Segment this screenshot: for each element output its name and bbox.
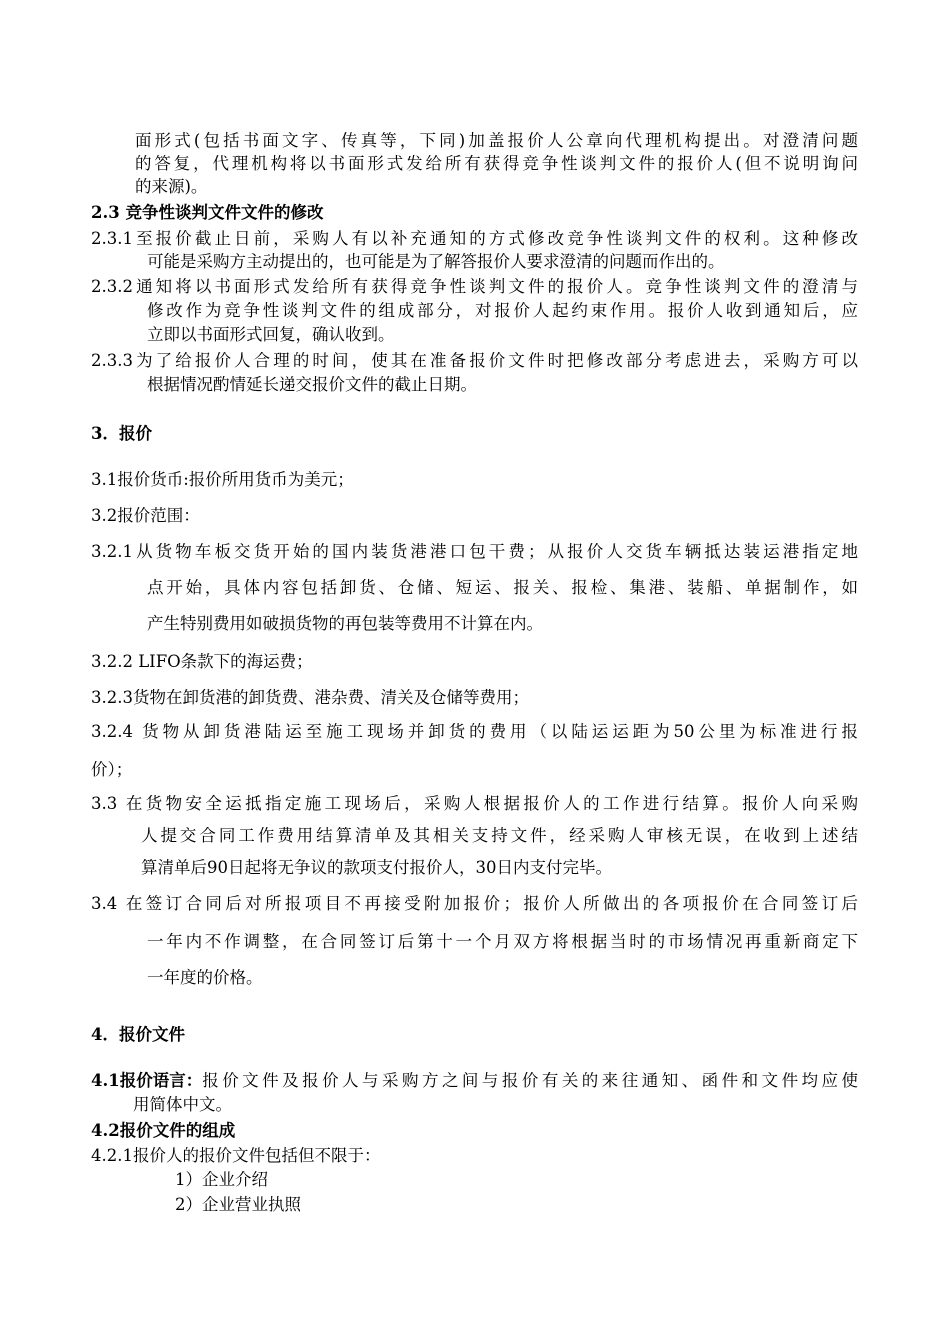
text-line: 3.1报价货币:报价所用货币为美元； bbox=[91, 470, 354, 489]
label-text: 4.1报价语言： bbox=[91, 1071, 203, 1090]
text-line: 3.2.3货物在卸货港的卸货费、港杂费、清关及仓储等费用； bbox=[91, 688, 529, 707]
list-item: 2）企业营业执照 bbox=[175, 1195, 301, 1214]
text-line: 修改作为竞争性谈判文件的组成部分，对报价人起约束作用。报价人收到通知后，应 bbox=[147, 301, 858, 320]
text-line: 用简体中文。 bbox=[133, 1095, 232, 1114]
text-line: 立即以书面形式回复，确认收到。 bbox=[147, 325, 395, 344]
text-line: 3.2.2 LIFO条款下的海运费； bbox=[91, 652, 313, 671]
sub-heading: 4.2报价文件的组成 bbox=[91, 1121, 236, 1140]
text-line: 3.3 在货物安全运抵指定施工现场后，采购人根据报价人的工作进行结算。报价人向采购 bbox=[91, 794, 858, 813]
text-line: 面形式(包括书面文字、传真等，下同)加盖报价人公章向代理机构提出。对澄清问题 bbox=[135, 131, 858, 150]
text-line: 一年内不作调整，在合同签订后第十一个月双方将根据当时的市场情况再重新商定下 bbox=[147, 932, 858, 951]
text-line: 2.3.1至报价截止日前，采购人有以补充通知的方式修改竞争性谈判文件的权利。这种修改 bbox=[91, 229, 858, 248]
text-line: 价）； bbox=[91, 760, 133, 779]
text-line: 3.2报价范围： bbox=[91, 506, 200, 525]
text-line: 一年度的价格。 bbox=[147, 968, 263, 987]
text-line: 2.3.3为了给报价人合理的时间，使其在准备报价文件时把修改部分考虑进去，采购方可以 bbox=[91, 351, 858, 370]
body-text: 报价文件及报价人与采购方之间与报价有关的来往通知、函件和文件均应使 bbox=[202, 1071, 858, 1090]
text-line: 产生特别费用如破损货物的再包装等费用不计算在内。 bbox=[147, 614, 543, 633]
text-line: 可能是采购方主动提出的，也可能是为了解答报价人要求澄清的问题而作出的。 bbox=[147, 252, 725, 271]
text-line: 3.4 在签订合同后对所报项目不再接受附加报价；报价人所做出的各项报价在合同签订后 bbox=[91, 894, 858, 913]
text-line: 3.2.1从货物车板交货开始的国内装货港港口包干费；从报价人交货车辆抵达装运港指定地 bbox=[91, 542, 858, 561]
text-line bbox=[91, 1070, 858, 1092]
text-line: 3.2.4 货物从卸货港陆运至施工现场并卸货的费用（以陆运运距为50公里为标准进行报 bbox=[91, 722, 858, 741]
text-line: 算清单后90日起将无争议的款项支付报价人，30日内支付完毕。 bbox=[141, 858, 612, 877]
section-heading: 3．报价 bbox=[91, 424, 152, 443]
text-line: 根据情况酌情延长递交报价文件的截止日期。 bbox=[147, 375, 477, 394]
section-heading: 2.3 竞争性谈判文件文件的修改 bbox=[91, 203, 324, 222]
text-line: 人提交合同工作费用结算清单及其相关支持文件，经采购人审核无误，在收到上述结 bbox=[141, 826, 858, 845]
text-line: 的答复，代理机构将以书面形式发给所有获得竞争性谈判文件的报价人(但不说明询问 bbox=[135, 154, 858, 173]
list-item: 1）企业介绍 bbox=[175, 1170, 268, 1189]
section-heading: 4．报价文件 bbox=[91, 1025, 185, 1044]
text-line: 2.3.2通知将以书面形式发给所有获得竞争性谈判文件的报价人。竞争性谈判文件的澄清与 bbox=[91, 277, 858, 296]
text-line: 的来源)。 bbox=[135, 177, 208, 196]
text-line: 点开始，具体内容包括卸货、仓储、短运、报关、报检、集港、装船、单据制作，如 bbox=[147, 578, 858, 597]
text-line: 4.2.1报价人的报价文件包括但不限于： bbox=[91, 1146, 381, 1165]
